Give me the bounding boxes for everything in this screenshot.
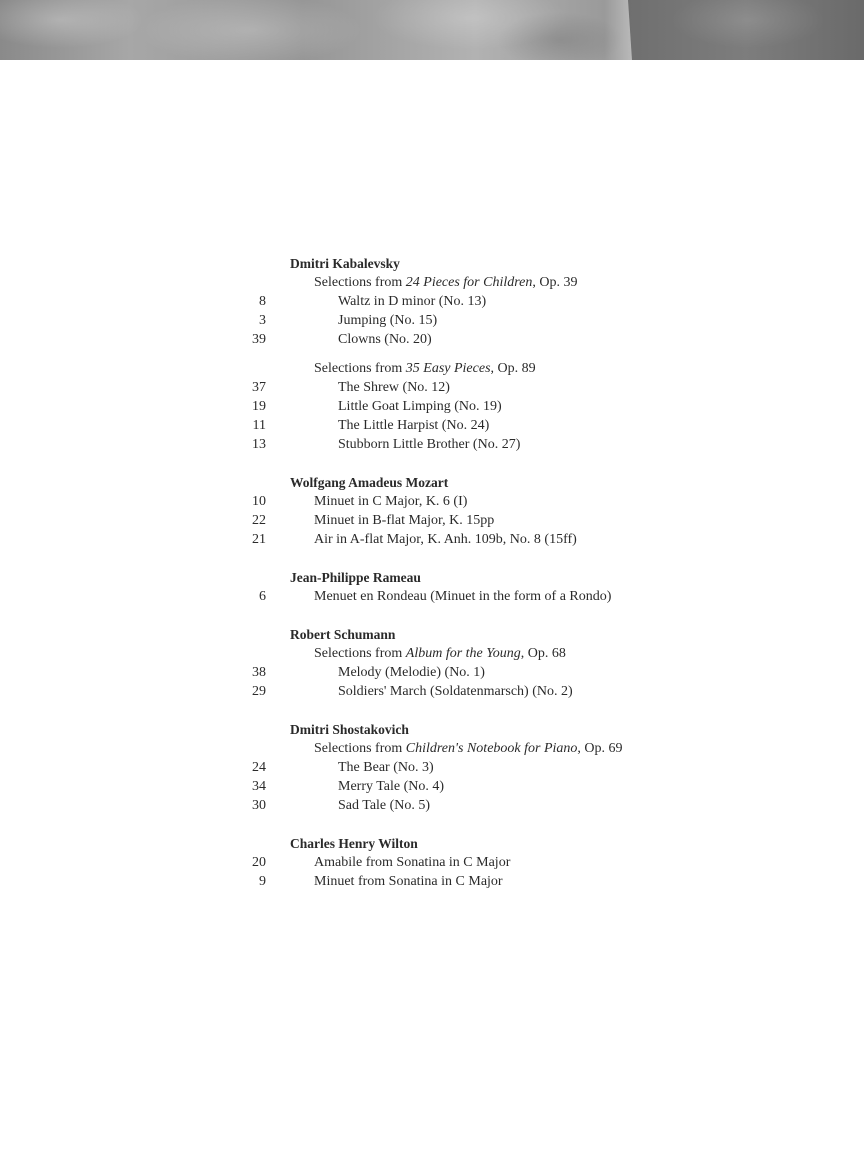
toc-entry	[0, 796, 864, 815]
page-number: 21	[252, 532, 266, 547]
group-heading: Selections from 24 Pieces for Children, Op. 39	[314, 275, 578, 290]
piece-title: Minuet in B-flat Major, K. 15pp	[314, 513, 495, 528]
composer-name: Wolfgang Amadeus Mozart	[290, 475, 449, 490]
piece-title: Stubborn Little Brother (No. 27)	[338, 437, 521, 452]
page-number: 22	[252, 513, 266, 528]
page-number: 19	[252, 399, 266, 414]
piece-title: Clowns (No. 20)	[338, 332, 432, 347]
piece-title: Amabile from Sonatina in C Major	[314, 855, 511, 870]
piece-title: Air in A-flat Major, K. Anh. 109b, No. 8 (15ff)	[314, 532, 577, 547]
piece-title: Sad Tale (No. 5)	[338, 798, 431, 813]
piece-title: The Bear (No. 3)	[338, 760, 434, 775]
toc-entry	[0, 416, 864, 435]
piece-title: Melody (Melodie) (No. 1)	[338, 665, 485, 680]
page-number: 24	[252, 760, 266, 775]
toc-entry	[0, 530, 864, 549]
page-number: 13	[252, 437, 266, 452]
page-number: 10	[252, 494, 266, 509]
page-number: 39	[252, 332, 266, 347]
page-number: 9	[259, 874, 266, 889]
toc-entry	[0, 777, 864, 796]
group-heading: Selections from 35 Easy Pieces, Op. 89	[314, 361, 536, 376]
page-number: 11	[252, 418, 266, 433]
toc-entry	[0, 292, 864, 311]
page-number: 20	[252, 855, 266, 870]
toc-entry	[0, 872, 864, 891]
table-of-contents	[0, 254, 864, 891]
header-banner-tab	[628, 0, 864, 60]
page-number: 38	[252, 665, 266, 680]
toc-entry	[0, 311, 864, 330]
composer-name: Dmitri Kabalevsky	[290, 256, 400, 271]
group-heading: Selections from Album for the Young, Op. 68	[314, 646, 566, 661]
toc-entry	[0, 758, 864, 777]
composer-name: Robert Schumann	[290, 627, 396, 642]
page-number: 34	[252, 779, 266, 794]
toc-entry	[0, 587, 864, 606]
composer-name: Charles Henry Wilton	[290, 836, 418, 851]
toc-entry	[0, 853, 864, 872]
page-number: 30	[252, 798, 266, 813]
composer-name: Jean-Philippe Rameau	[290, 570, 421, 585]
piece-title: Little Goat Limping (No. 19)	[338, 399, 502, 414]
piece-title: Waltz in D minor (No. 13)	[338, 294, 487, 309]
group-heading: Selections from Children's Notebook for Piano, Op. 69	[314, 741, 623, 756]
page-number: 8	[259, 294, 266, 309]
toc-entry	[0, 682, 864, 701]
page-number: 3	[259, 313, 266, 328]
piece-title: Menuet en Rondeau (Minuet in the form of a Rondo)	[314, 589, 612, 604]
toc-entry	[0, 397, 864, 416]
page-number: 37	[252, 380, 266, 395]
piece-title: Soldiers' March (Soldatenmarsch) (No. 2)	[338, 684, 573, 699]
toc-entry	[0, 663, 864, 682]
piece-title: Minuet in C Major, K. 6 (I)	[314, 494, 468, 509]
toc-entry	[0, 330, 864, 349]
toc-entry	[0, 435, 864, 454]
toc-entry	[0, 511, 864, 530]
piece-title: The Little Harpist (No. 24)	[338, 418, 490, 433]
page-number: 6	[259, 589, 266, 604]
toc-entry	[0, 378, 864, 397]
toc-entry	[0, 492, 864, 511]
piece-title: Jumping (No. 15)	[338, 313, 438, 328]
piece-title: Minuet from Sonatina in C Major	[314, 874, 503, 889]
composer-name: Dmitri Shostakovich	[290, 722, 409, 737]
page-number: 29	[252, 684, 266, 699]
piece-title: Merry Tale (No. 4)	[338, 779, 445, 794]
piece-title: The Shrew (No. 12)	[338, 380, 450, 395]
